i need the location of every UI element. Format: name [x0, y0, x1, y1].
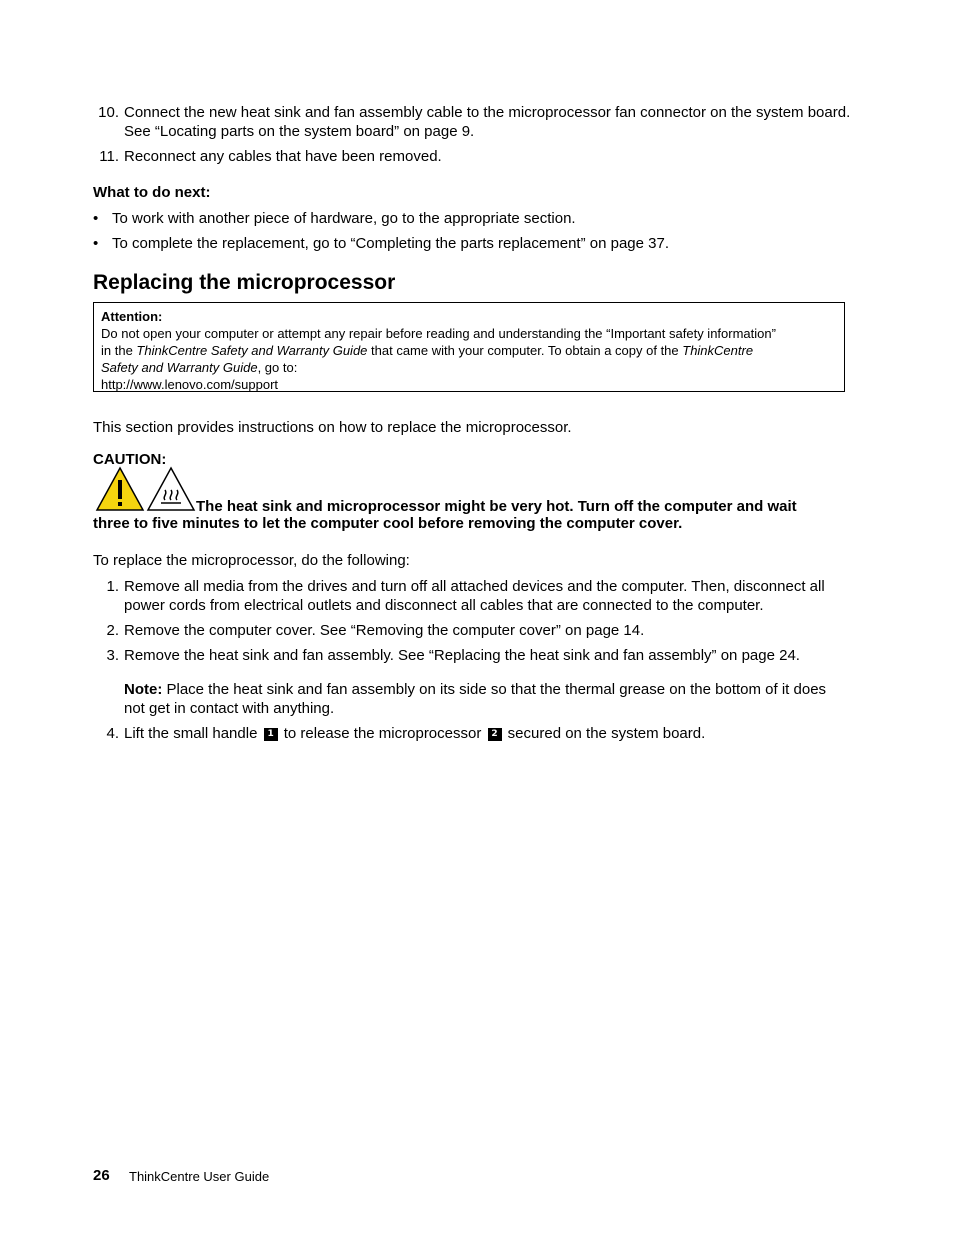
section-title: Replacing the microprocessor — [93, 271, 396, 294]
warning-icon — [95, 466, 145, 512]
attention-text: , go to: — [257, 360, 298, 375]
step-text-part: to release the microprocessor — [279, 725, 486, 742]
bullet-dot: • — [93, 210, 99, 227]
step-1 — [93, 577, 853, 615]
attention-text: that came with your computer. To obtain a copy of the — [367, 343, 683, 358]
step-number: 1. — [106, 578, 119, 595]
attention-box — [93, 302, 845, 392]
attention-line-2 — [101, 342, 837, 359]
step-number: 4. — [106, 725, 119, 742]
attention-text: in the — [101, 343, 137, 358]
support-url: http://www.lenovo.com/support — [101, 377, 279, 392]
attention-guide-title: ThinkCentre Safety and Warranty Guide — [136, 343, 368, 358]
bullet-text: To complete the replacement, go to “Completing the parts replacement” on page 37. — [112, 235, 669, 252]
bullet-dot: • — [93, 235, 99, 252]
attention-line-1: Do not open your computer or attempt any repair before reading and understanding the “Important safety information” — [101, 326, 776, 341]
next-bullet — [93, 234, 853, 253]
procedure-intro: To replace the microprocessor, do the following: — [93, 552, 410, 569]
caution-label: CAUTION: — [93, 451, 167, 468]
step-number: 10. — [98, 104, 119, 121]
caution-line-1: The heat sink and microprocessor might be very hot. Turn off the computer and wait — [196, 498, 797, 515]
caution-line-2: three to five minutes to let the computer cool before removing the computer cover. — [93, 515, 683, 532]
step-text — [124, 724, 853, 743]
note — [124, 680, 844, 718]
step-11 — [93, 147, 853, 166]
next-heading: What to do next: — [93, 184, 211, 201]
attention-label: Attention: — [101, 309, 163, 324]
attention-guide-title: ThinkCentre — [682, 343, 754, 358]
step-text: Connect the new heat sink and fan assembly cable to the microprocessor fan connector on the system board. See “Locating parts on the system board” on page 9. — [124, 104, 851, 140]
note-text: Place the heat sink and fan assembly on its side so that the thermal grease on the bottom of it does not get in contact with anything. — [124, 681, 827, 717]
attention-guide-title: Safety and Warranty Guide — [101, 360, 258, 375]
step-text: Remove the heat sink and fan assembly. See “Replacing the heat sink and fan assembly” on page 24. — [124, 647, 800, 664]
step-number: 3. — [106, 647, 119, 664]
step-number: 2. — [106, 622, 119, 639]
step-3 — [93, 646, 853, 665]
next-bullet — [93, 209, 853, 228]
bullet-text: To work with another piece of hardware, go to the appropriate section. — [112, 210, 576, 227]
attention-line-3 — [101, 359, 837, 376]
step-4 — [93, 724, 853, 743]
callout-badge-1: 1 — [264, 728, 278, 741]
page-number: 26 — [93, 1167, 110, 1184]
step-text-part: secured on the system board. — [503, 725, 706, 742]
note-label: Note: — [124, 681, 163, 698]
step-10 — [93, 103, 853, 141]
footer-title: ThinkCentre User Guide — [129, 1169, 270, 1184]
step-number: 11. — [99, 148, 119, 165]
step-text-part: Lift the small handle — [124, 725, 262, 742]
hot-surface-icon — [146, 466, 196, 512]
step-text: Remove the computer cover. See “Removing the computer cover” on page 14. — [124, 622, 645, 639]
section-intro: This section provides instructions on how to replace the microprocessor. — [93, 419, 572, 436]
step-text: Reconnect any cables that have been removed. — [124, 148, 442, 165]
step-2 — [93, 621, 853, 640]
callout-badge-2: 2 — [488, 728, 502, 741]
step-text: Remove all media from the drives and turn off all attached devices and the computer. Then, disconnect all power cords from electrical outlets and disconnect all cables that are connected to the computer. — [124, 578, 825, 614]
